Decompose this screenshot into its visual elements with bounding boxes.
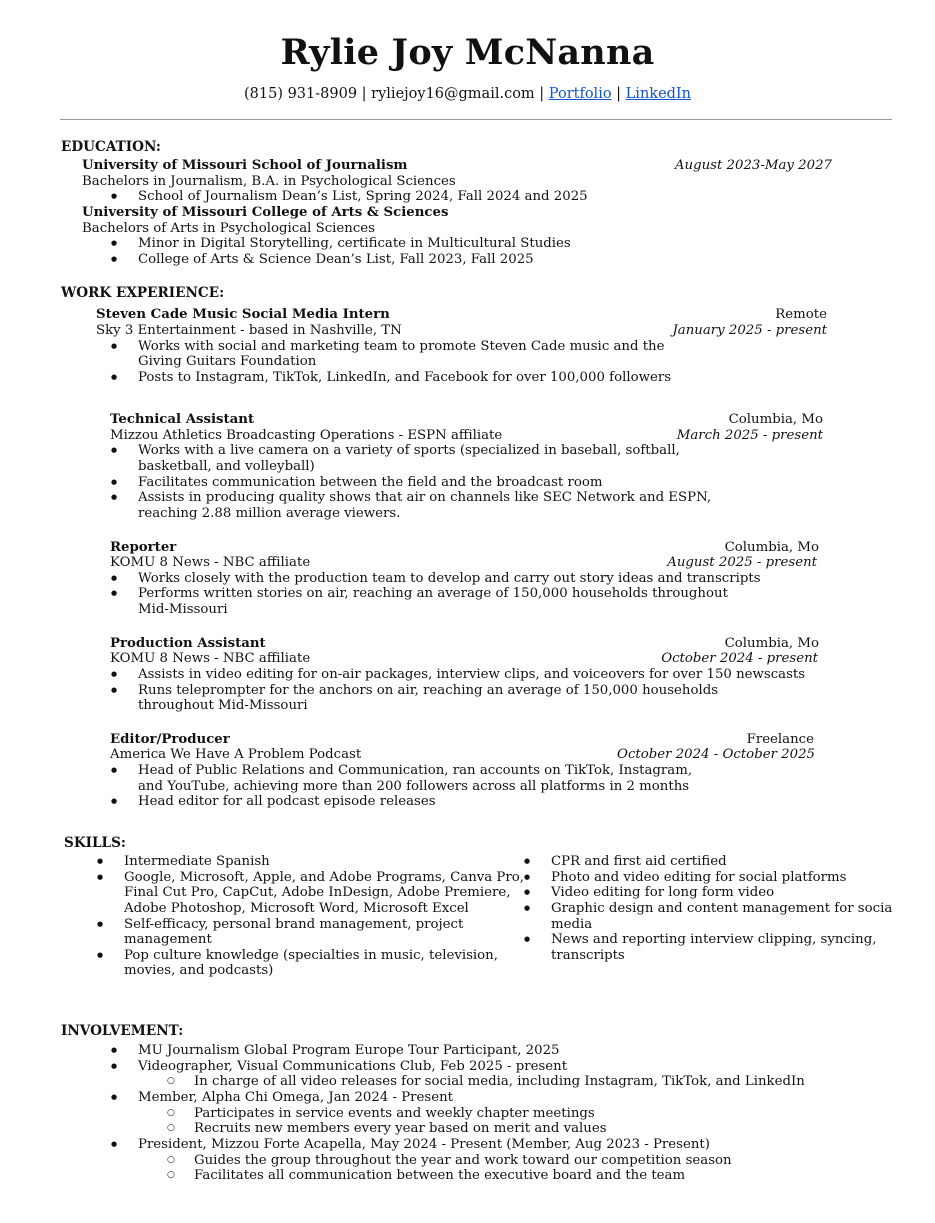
job-title: Reporter bbox=[110, 540, 177, 555]
sub-list-item: ○ In charge of all video releases for social media, including Instagram, TikTok, and LinkedIn bbox=[194, 1074, 805, 1089]
list-item: ● Runs teleprompter for the anchors on air, reaching an average of 150,000 households bbox=[138, 683, 718, 698]
school-dates: August 2023-May 2027 bbox=[674, 158, 832, 173]
list-item: ● Member, Alpha Chi Omega, Jan 2024 - Present bbox=[138, 1090, 453, 1105]
list-item: ● School of Journalism Dean’s List, Spring 2024, Fall 2024 and 2025 bbox=[138, 189, 588, 204]
list-item: ● Assists in video editing for on-air packages, interview clips, and voiceovers for over 150 newscasts bbox=[138, 667, 805, 682]
job-location: Columbia, Mo bbox=[728, 412, 823, 427]
skill-item: ● Video editing for long form video bbox=[551, 885, 774, 900]
list-item: ● Works with social and marketing team to promote Steven Cade music and the bbox=[138, 339, 665, 354]
skill-item: ● Google, Microsoft, Apple, and Adobe Programs, Canva Pro, bbox=[124, 870, 524, 885]
sub-list-item: ○ Guides the group throughout the year and work toward our competition season bbox=[194, 1153, 732, 1168]
resume-name: Rylie Joy McNanna bbox=[280, 32, 655, 73]
job-title: Editor/Producer bbox=[110, 732, 230, 747]
job-org: KOMU 8 News - NBC affiliate bbox=[110, 651, 311, 666]
job-location: Columbia, Mo bbox=[724, 636, 819, 651]
skill-item: ● Intermediate Spanish bbox=[124, 854, 270, 869]
sub-list-item: ○ Participates in service events and weekly chapter meetings bbox=[194, 1106, 595, 1121]
skill-item: ● News and reporting interview clipping, syncing, bbox=[551, 932, 876, 947]
list-item: ● Facilitates communication between the field and the broadcast room bbox=[138, 475, 602, 490]
skill-item-continued: management bbox=[124, 932, 212, 947]
school-name: University of Missouri School of Journalism bbox=[82, 158, 408, 173]
email: ryliejoy16@gmail.com bbox=[371, 86, 535, 102]
job-title: Production Assistant bbox=[110, 636, 266, 651]
job-org: America We Have A Problem Podcast bbox=[110, 747, 362, 762]
list-item: ● College of Arts & Science Dean’s List, Fall 2023, Fall 2025 bbox=[138, 252, 534, 267]
list-item-continued: reaching 2.88 million average viewers. bbox=[138, 506, 401, 521]
job-dates: January 2025 - present bbox=[672, 323, 827, 338]
list-item: ● President, Mizzou Forte Acapella, May 2024 - Present (Member, Aug 2023 - Present) bbox=[138, 1137, 710, 1152]
skills-heading: SKILLS: bbox=[64, 835, 126, 851]
degree: Bachelors in Journalism, B.A. in Psychological Sciences bbox=[82, 174, 456, 189]
list-item: ● Works closely with the production team to develop and carry out story ideas and transcripts bbox=[138, 571, 761, 586]
skill-item-continued: Final Cut Pro, CapCut, Adobe InDesign, Adobe Premiere, bbox=[124, 885, 511, 900]
sub-list-item: ○ Recruits new members every year based on merit and values bbox=[194, 1121, 607, 1136]
degree: Bachelors of Arts in Psychological Sciences bbox=[82, 221, 375, 236]
list-item: ● Head of Public Relations and Communication, ran accounts on TikTok, Instagram, bbox=[138, 763, 692, 778]
job-org: Mizzou Athletics Broadcasting Operations - ESPN affiliate bbox=[110, 428, 503, 443]
separator: | bbox=[616, 86, 622, 102]
list-item: ● Assists in producing quality shows that air on channels like SEC Network and ESPN, bbox=[138, 490, 711, 505]
list-item: ● MU Journalism Global Program Europe Tour Participant, 2025 bbox=[138, 1043, 560, 1058]
separator: | bbox=[361, 86, 367, 102]
list-item-continued: throughout Mid-Missouri bbox=[138, 698, 308, 713]
list-item-continued: basketball, and volleyball) bbox=[138, 459, 315, 474]
contact-line bbox=[0, 86, 935, 102]
portfolio-link[interactable]: Portfolio bbox=[548, 86, 612, 102]
list-item: ● Posts to Instagram, TikTok, LinkedIn, and Facebook for over 100,000 followers bbox=[138, 370, 671, 385]
phone: (815) 931-8909 bbox=[243, 86, 358, 102]
school-name: University of Missouri College of Arts & Sciences bbox=[82, 205, 449, 220]
separator: | bbox=[539, 86, 545, 102]
job-location: Columbia, Mo bbox=[724, 540, 819, 555]
job-title: Technical Assistant bbox=[110, 412, 255, 427]
list-item: ● Works with a live camera on a variety of sports (specialized in baseball, softball, bbox=[138, 443, 680, 458]
list-item-continued: Mid-Missouri bbox=[138, 602, 228, 617]
sub-list-item: ○ Facilitates all communication between the executive board and the team bbox=[194, 1168, 685, 1183]
job-dates: October 2024 - October 2025 bbox=[617, 747, 815, 762]
skill-item: ● Graphic design and content management for socia bbox=[551, 901, 892, 916]
involvement-heading: INVOLVEMENT: bbox=[61, 1023, 184, 1039]
skill-item: ● Pop culture knowledge (specialties in music, television, bbox=[124, 948, 498, 963]
skill-item: ● CPR and first aid certified bbox=[551, 854, 727, 869]
list-item: ● Performs written stories on air, reaching an average of 150,000 households throughout bbox=[138, 586, 728, 601]
work-heading: WORK EXPERIENCE: bbox=[61, 285, 225, 301]
list-item: ● Minor in Digital Storytelling, certificate in Multicultural Studies bbox=[138, 236, 571, 251]
job-org: KOMU 8 News - NBC affiliate bbox=[110, 555, 311, 570]
skill-item-continued: movies, and podcasts) bbox=[124, 963, 274, 978]
skill-item-continued: media bbox=[551, 917, 593, 932]
list-item-continued: Giving Guitars Foundation bbox=[138, 354, 317, 369]
job-dates: March 2025 - present bbox=[676, 428, 823, 443]
job-title: Steven Cade Music Social Media Intern bbox=[96, 307, 390, 322]
skill-item-continued: transcripts bbox=[551, 948, 625, 963]
job-org: Sky 3 Entertainment - based in Nashville, TN bbox=[96, 323, 402, 338]
list-item-continued: and YouTube, achieving more than 200 followers across all platforms in 2 months bbox=[138, 779, 690, 794]
skill-item-continued: Adobe Photoshop, Microsoft Word, Microsoft Excel bbox=[124, 901, 469, 916]
list-item: ● Videographer, Visual Communications Club, Feb 2025 - present bbox=[138, 1059, 567, 1074]
skill-item: ● Photo and video editing for social platforms bbox=[551, 870, 846, 885]
header-divider bbox=[60, 119, 892, 120]
job-dates: October 2024 - present bbox=[661, 651, 818, 666]
job-location: Freelance bbox=[746, 732, 814, 747]
job-dates: August 2025 - present bbox=[667, 555, 817, 570]
linkedin-link[interactable]: LinkedIn bbox=[625, 86, 691, 102]
list-item: ● Head editor for all podcast episode releases bbox=[138, 794, 436, 809]
skill-item: ● Self-efficacy, personal brand management, project bbox=[124, 917, 463, 932]
job-location: Remote bbox=[775, 307, 827, 322]
education-heading: EDUCATION: bbox=[61, 139, 161, 155]
